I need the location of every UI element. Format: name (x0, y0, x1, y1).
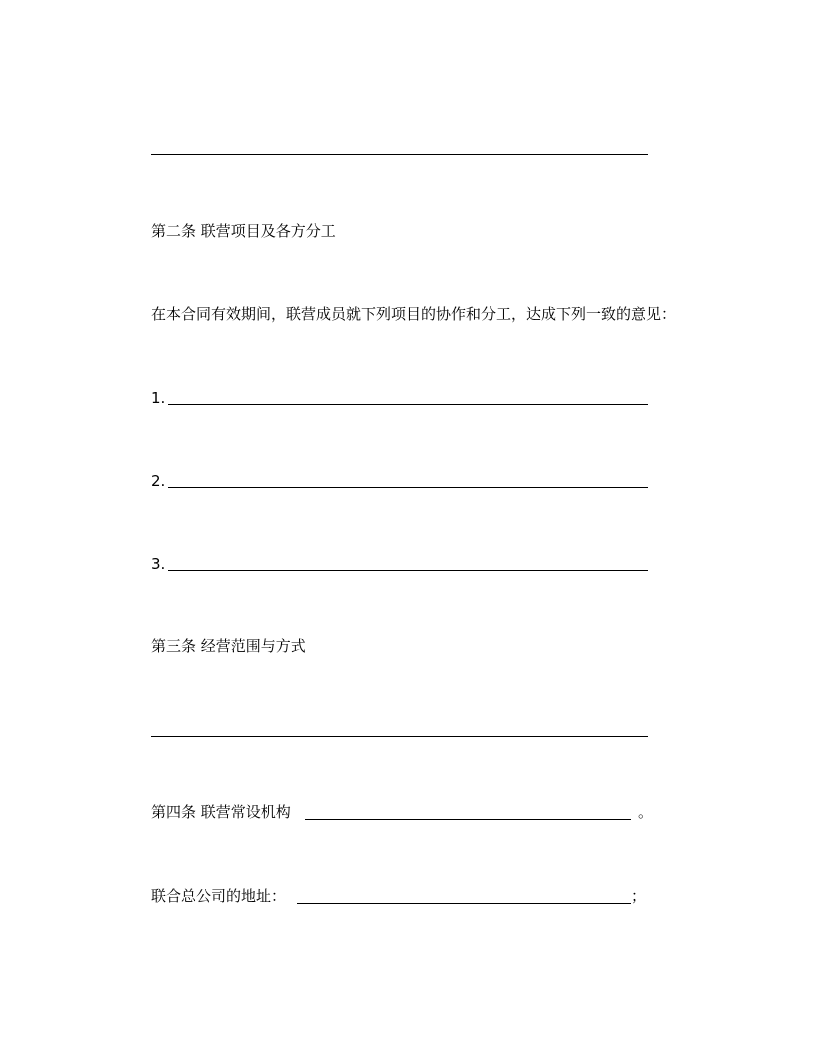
address-label: 联合总公司的地址： (151, 887, 287, 905)
item-2-blank-line (168, 487, 648, 488)
article-3-heading: 第三条 经营范围与方式 (151, 637, 306, 655)
article-4-heading: 第四条 联营常设机构 (151, 803, 291, 821)
address-blank-line (297, 903, 631, 904)
article-2-intro: 在本合同有效期间，联营成员就下列项目的协作和分工，达成下列一致的意见： (151, 305, 677, 323)
article-3-blank-line (151, 736, 648, 737)
item-2-label: 2. (151, 472, 166, 490)
item-3-label: 3. (151, 555, 166, 573)
address-end-mark: ； (631, 887, 647, 905)
article-4-blank-line (305, 819, 631, 820)
top-blank-line (151, 154, 648, 155)
item-3-blank-line (168, 570, 648, 571)
article-2-heading: 第二条 联营项目及各方分工 (151, 222, 336, 240)
item-1-label: 1. (151, 389, 166, 407)
item-1-blank-line (168, 404, 648, 405)
article-4-end-mark: 。 (638, 803, 654, 821)
